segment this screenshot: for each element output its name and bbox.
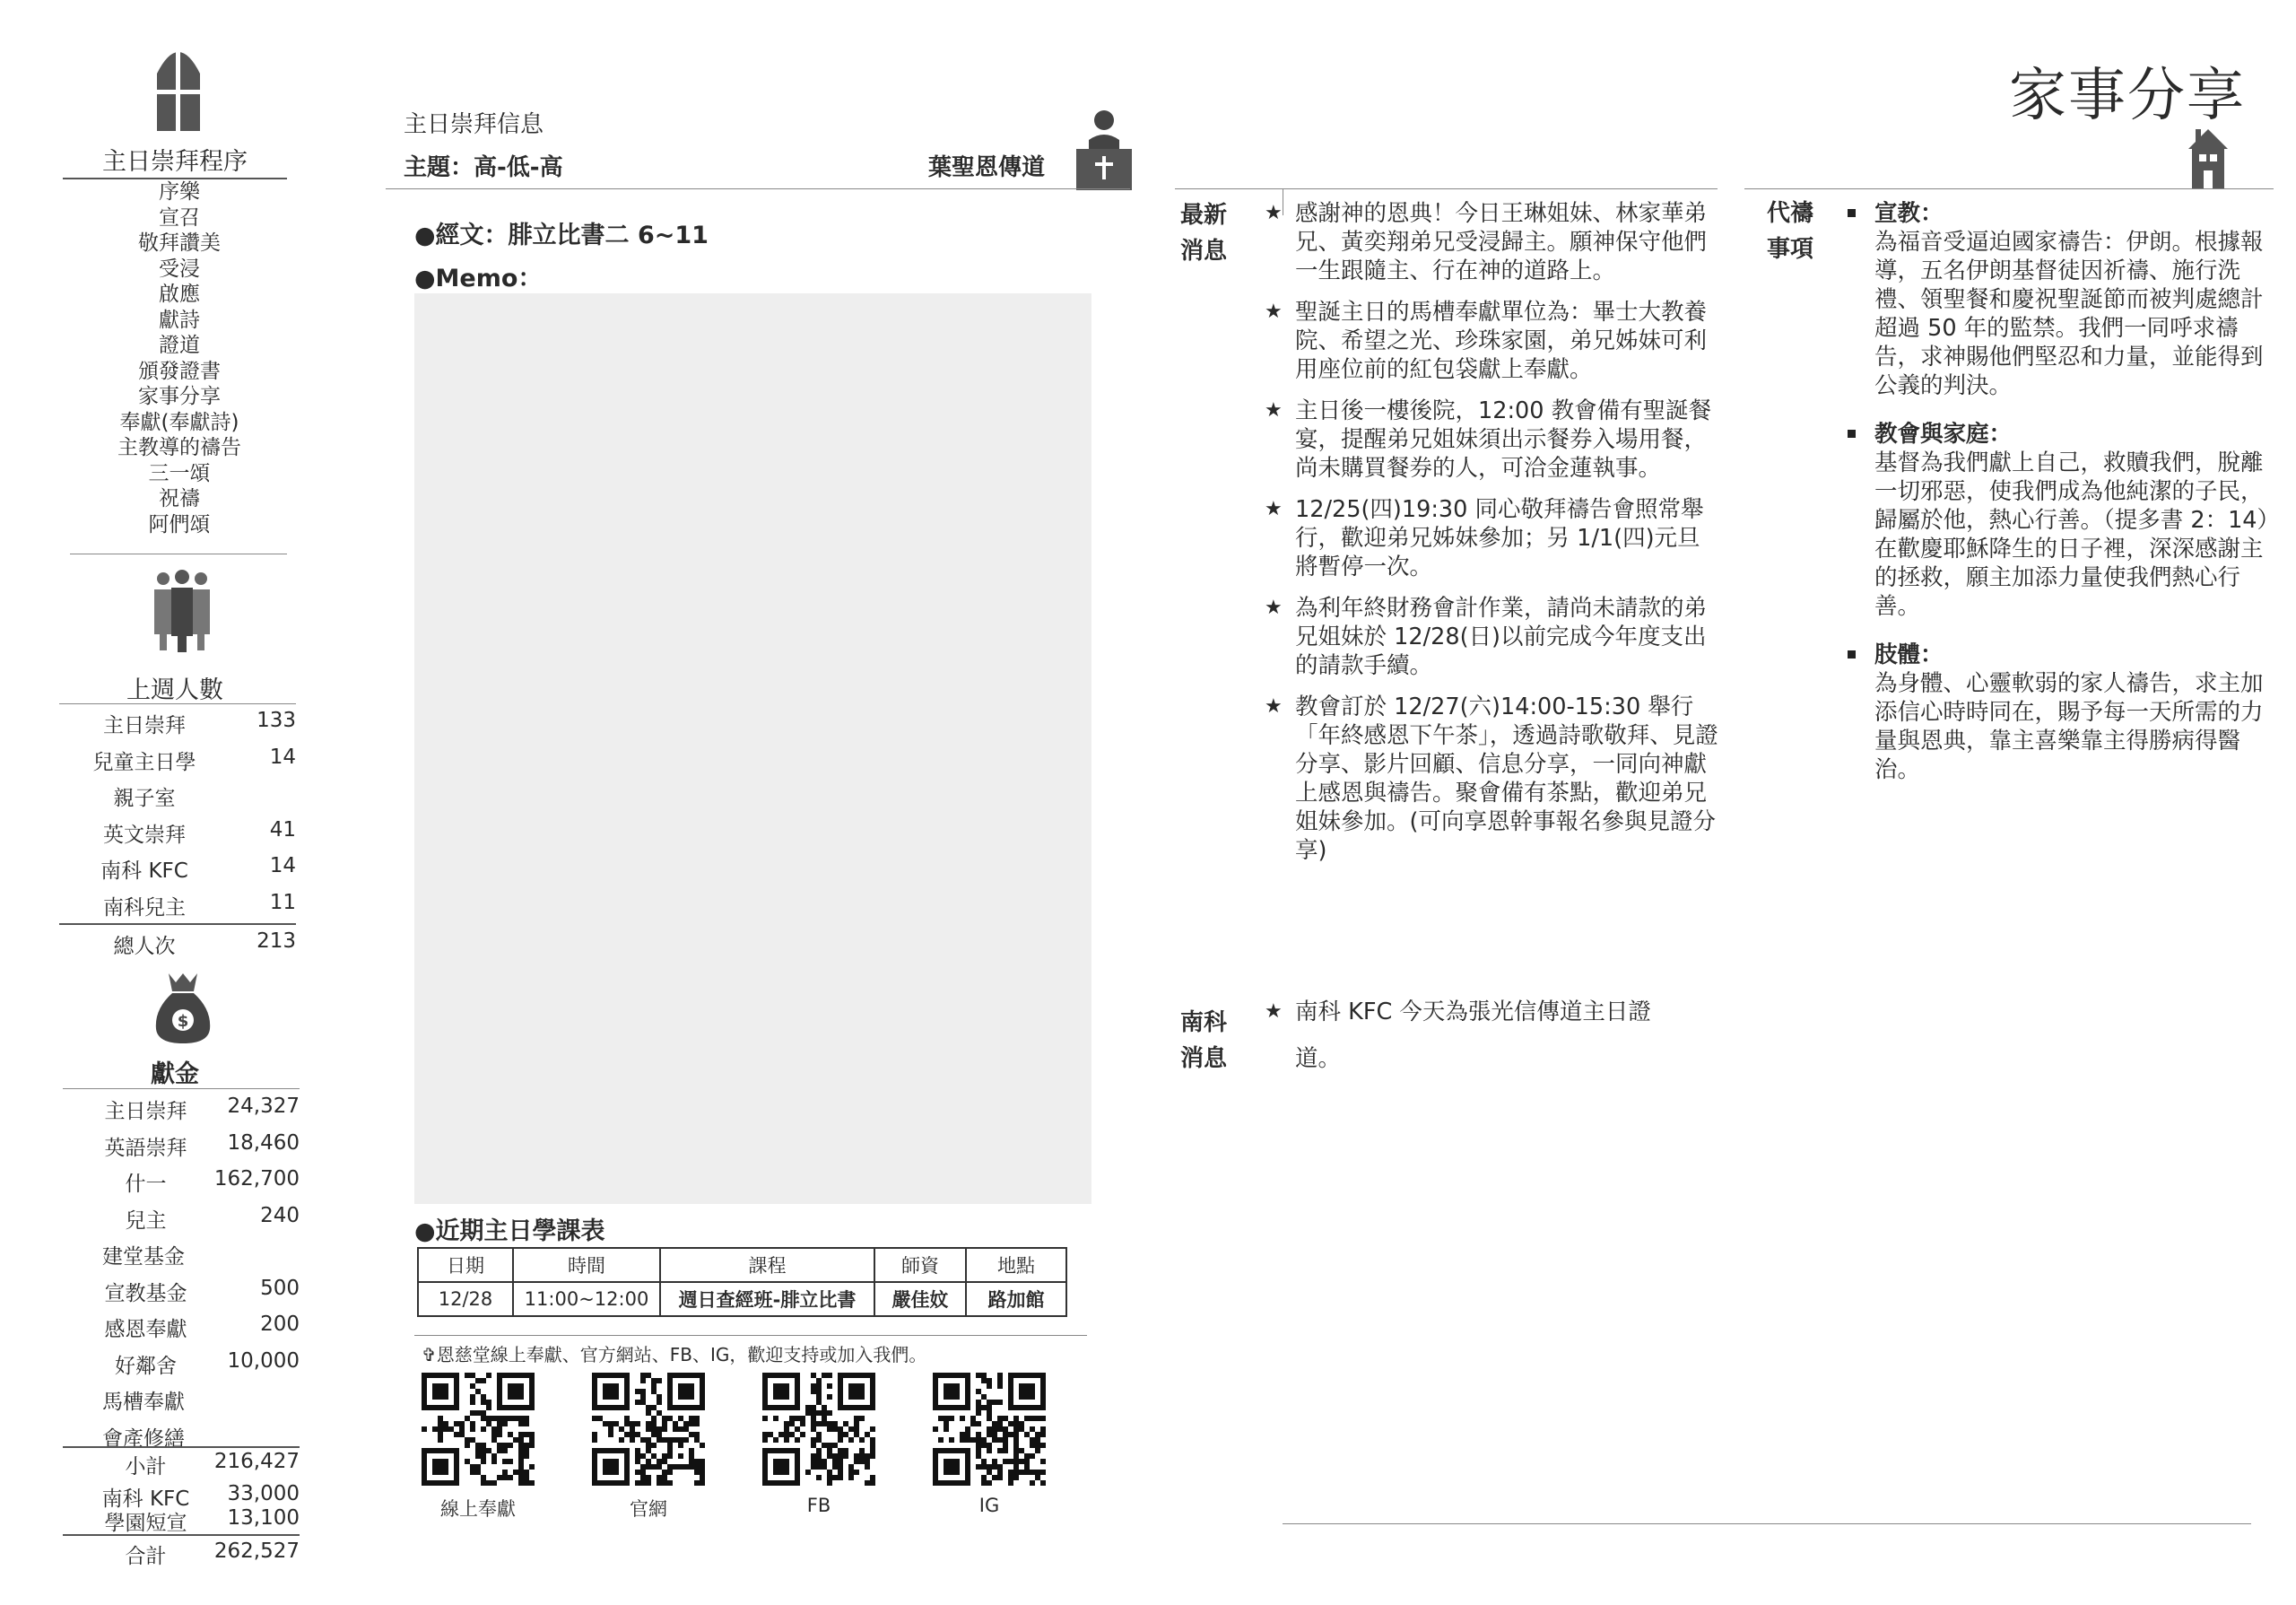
preacher-name: 葉聖恩傳道 (928, 154, 1046, 181)
offering-label: 英語崇拜 (104, 1136, 187, 1160)
attendance-value: 133 (257, 709, 296, 732)
qr-label: 線上奉獻 (440, 1498, 516, 1520)
schedule-header-cell: 日期 (418, 1248, 513, 1282)
prayer-label-line: 代禱 (1767, 200, 1814, 227)
attendance-label: 主日崇拜 (103, 714, 186, 737)
news-item: ★ 主日後一樓後院，12:00 教會備有聖誕餐宴，提醒弟兄姐妹須出示餐券入場用餐，尚未購買餐券的人，可洽金蓮執事。 (1265, 397, 1722, 483)
schedule-header-cell: 師資 (874, 1248, 966, 1282)
south-news-list (1265, 998, 1722, 1086)
news-list (1265, 199, 1722, 877)
order-item: 祝禱 (159, 487, 200, 510)
divider (59, 703, 296, 704)
svg-text:$: $ (177, 1012, 189, 1031)
divider (63, 1446, 300, 1448)
attendance-row (59, 709, 296, 741)
order-item: 證道 (159, 334, 200, 357)
offering-value: 18,460 (227, 1130, 300, 1155)
order-item: 序樂 (159, 180, 200, 204)
people-icon (152, 570, 212, 652)
offering-value: 240 (260, 1203, 300, 1227)
order-item: 敬拜讚美 (138, 231, 221, 255)
qr-code-3[interactable] (762, 1373, 875, 1489)
schedule-cell: 週日查經班-腓立比書 (660, 1282, 874, 1316)
offering-label: 馬槽奉獻 (102, 1391, 185, 1414)
divider (63, 1088, 300, 1089)
pulpit-icon (1076, 108, 1132, 190)
offering-row (63, 1240, 300, 1272)
attendance-value: 11 (269, 890, 296, 914)
prayer-heading: 肢體： (1874, 641, 1944, 668)
offering-row (63, 1167, 300, 1199)
order-item: 宣召 (159, 205, 200, 230)
prayer-heading: 教會與家庭： (1874, 421, 2013, 448)
schedule-row (418, 1282, 1066, 1316)
attendance-total-row (59, 929, 296, 962)
qr-code-icon (592, 1373, 705, 1486)
offering-value: 10,000 (227, 1348, 300, 1373)
prayer-label (1767, 196, 1813, 267)
offering-extra-value: 33,000 (227, 1482, 300, 1505)
news-item: ★ 教會訂於 12/27(六)14:00-15:30 舉行「年終感恩下午茶」，透過詩歌敬拜、見證分享、影片回顧、信息分享，一同向神獻上感恩與禱告。聚會備有茶點，歡迎弟兄姐妹參加。(可向享恩幹事報名參與見證分享) (1265, 693, 1722, 865)
offering-row (63, 1349, 300, 1382)
prayer-heading: 宣教： (1874, 200, 1944, 227)
offering-label: 好鄰舍 (115, 1354, 177, 1378)
offering-extra-row (63, 1482, 300, 1509)
prayer-body: 為福音受逼迫國家禱告：伊朗。根據報導，五名伊朗基督徒因祈禱、施行洗禮、領聖餐和慶祝聖誕節而被判處總計超過 50 年的監禁。我們一同呼求禱告，求神賜他們堅忍和力量，並能得到公義的判決。 (1874, 229, 2264, 399)
offering-label: 建堂基金 (102, 1245, 185, 1269)
schedule-cell: 嚴佳妏 (874, 1282, 966, 1316)
south-news-item (1265, 998, 1722, 1073)
attendance-row (59, 818, 296, 850)
offering-grand-total-value: 262,527 (213, 1540, 300, 1563)
divider (414, 1335, 1087, 1336)
offering-label: 感恩奉獻 (104, 1318, 187, 1341)
qr-label: 官網 (630, 1498, 667, 1520)
schedule-cell: 12/28 (418, 1282, 513, 1316)
sermon-header: 主日崇拜信息 (404, 111, 544, 138)
house-icon (2188, 126, 2228, 188)
schedule-cell: 路加館 (966, 1282, 1066, 1316)
qr-code-4[interactable] (933, 1373, 1046, 1489)
attendance-row (59, 781, 296, 814)
divider (1175, 188, 1718, 189)
attendance-value: 14 (269, 745, 296, 769)
attendance-label: 親子室 (113, 787, 176, 810)
qr-code-2[interactable] (592, 1373, 705, 1489)
order-of-worship-title: 主日崇拜程序 (102, 148, 248, 176)
offering-extra-value: 13,100 (227, 1506, 300, 1530)
attendance-row (59, 854, 296, 886)
offering-label: 什一 (125, 1173, 167, 1196)
schedule-title: ●近期主日學課表 (414, 1217, 605, 1245)
offering-extra-label: 學園短宣 (104, 1512, 187, 1535)
attendance-label: 南科兒主 (103, 895, 186, 920)
news-label-line: 消息 (1180, 238, 1228, 265)
south-news-text: 道。 (1295, 1045, 1342, 1072)
offering-value: 162,700 (213, 1167, 300, 1191)
schedule-header-cell: 地點 (966, 1248, 1066, 1282)
divider (1283, 1523, 2251, 1524)
sermon-theme: 主題：高-低-高 (404, 154, 563, 181)
prayer-label-line: 事項 (1767, 236, 1814, 263)
divider (1744, 188, 2274, 189)
scripture-reference: ●經文：腓立比書二 6~11 (414, 222, 709, 249)
news-item: ★ 為利年終財務會計作業，請尚未請款的弟兄姐妹於 12/28(日)以前完成今年度支出的請款手續。 (1265, 594, 1722, 680)
south-news-label (1180, 1005, 1227, 1077)
order-item: 受浸 (159, 257, 200, 281)
news-item: ★ 聖誕主日的馬槽奉獻單位為：畢士大教養院、希望之光、珍珠家園，弟兄姊妹可利用座位前的紅包袋獻上奉獻。 (1265, 298, 1722, 384)
offering-value: 500 (260, 1276, 300, 1300)
offering-subtotal-label: 小計 (125, 1455, 167, 1479)
attendance-row (59, 891, 296, 923)
schedule-header-row (418, 1248, 1066, 1282)
prayer-body: 基督為我們獻上自己，救贖我們，脫離一切邪惡，使我們成為他純潔的子民，歸屬於他，熱心行善。（提多書 2：14）在歡慶耶穌降生的日子裡，深深感謝主的拯救，願主加添力量使我們熱心行善。 (1874, 449, 2269, 620)
schedule-header-cell: 課程 (660, 1248, 874, 1282)
order-item: 家事分享 (138, 385, 221, 408)
qr-code-icon (422, 1373, 535, 1486)
offering-row (63, 1277, 300, 1309)
offering-row (63, 1385, 300, 1417)
divider (63, 1534, 300, 1536)
south-news-text: ★ 南科 KFC 今天為張光信傳道主日證 (1295, 999, 1651, 1025)
news-label-line: 最新 (1180, 202, 1228, 229)
order-item: 阿們頌 (148, 512, 211, 536)
divider (59, 923, 296, 925)
attendance-title: 上週人數 (126, 676, 223, 704)
attendance-label: 南科 KFC (100, 859, 188, 883)
memo-area (414, 293, 1091, 1204)
order-item: 主教導的禱告 (117, 436, 241, 459)
offering-row (63, 1095, 300, 1127)
attendance-label: 兒童主日學 (92, 750, 196, 774)
attendance-value: 14 (269, 854, 296, 877)
order-of-worship-list (63, 179, 296, 537)
page-title: 家事分享 (2009, 63, 2246, 129)
links-note: ✞恩慈堂線上奉獻、官方網站、FB、IG，歡迎支持或加入我們。 (422, 1344, 927, 1365)
memo-label: ●Memo： (414, 265, 543, 292)
sunday-school-schedule (417, 1247, 1067, 1317)
offering-value: 200 (260, 1313, 300, 1336)
news-item: ★ 感謝神的恩典！今日王琳姐妹、林家華弟兄、黃奕翔弟兄受浸歸主。願神保守他們一生跟隨主、行在神的道路上。 (1265, 199, 1722, 285)
prayer-list (1848, 199, 2274, 804)
money-bag-icon (154, 972, 212, 1045)
news-label (1180, 197, 1227, 269)
order-item: 頒發證書 (138, 359, 221, 383)
prayer-item (1848, 199, 2274, 400)
order-item: 獻詩 (159, 308, 200, 332)
order-item: 三一頌 (148, 461, 211, 485)
qr-code-icon (762, 1373, 875, 1486)
divider (386, 188, 1130, 189)
offering-title: 獻金 (151, 1060, 199, 1088)
offering-label: 主日崇拜 (104, 1100, 187, 1123)
offering-label: 宣教基金 (104, 1281, 187, 1305)
offering-subtotal-row (63, 1450, 300, 1482)
prayer-body: 為身體、心靈軟弱的家人禱告，求主加添信心時時同在，賜予每一天所需的力量與恩典，靠主喜樂靠主得勝病得醫治。 (1874, 670, 2264, 783)
order-item: 奉獻(奉獻詩) (119, 410, 239, 434)
offering-label: 會產修繕 (102, 1426, 185, 1451)
attendance-total-label: 總人次 (113, 935, 176, 958)
qr-code-icon (933, 1373, 1046, 1486)
offering-label: 兒主 (125, 1208, 167, 1233)
qr-label: FB (806, 1495, 831, 1516)
qr-label: IG (978, 1495, 1000, 1516)
offering-grand-total-label: 合計 (125, 1545, 167, 1568)
prayer-item (1848, 641, 2274, 784)
attendance-value: 41 (269, 817, 296, 842)
order-item: 啟應 (159, 283, 200, 306)
attendance-row (59, 746, 296, 778)
south-news-label-line: 南科 (1180, 1009, 1228, 1036)
south-news-label-line: 消息 (1180, 1045, 1228, 1072)
schedule-header-cell: 時間 (513, 1248, 660, 1282)
attendance-label: 英文崇拜 (103, 823, 186, 847)
news-item: ★ 12/25(四)19:30 同心敬拜禱告會照常舉行，歡迎弟兄姊妹參加；另 1/1(四)元旦將暫停一次。 (1265, 495, 1722, 581)
offering-row (63, 1204, 300, 1236)
offering-extra-row (63, 1506, 300, 1533)
offering-value: 24,327 (227, 1095, 300, 1118)
church-window-icon (157, 39, 200, 131)
offering-row (63, 1131, 300, 1164)
offering-subtotal-value: 216,427 (213, 1450, 300, 1473)
attendance-total-value: 213 (257, 929, 296, 953)
offering-row (63, 1313, 300, 1345)
schedule-cell: 11:00~12:00 (513, 1282, 660, 1316)
qr-code-1[interactable] (422, 1373, 535, 1489)
offering-extra-label: 南科 KFC (101, 1487, 190, 1511)
prayer-item (1848, 420, 2274, 621)
offering-grand-total-row (63, 1540, 300, 1572)
